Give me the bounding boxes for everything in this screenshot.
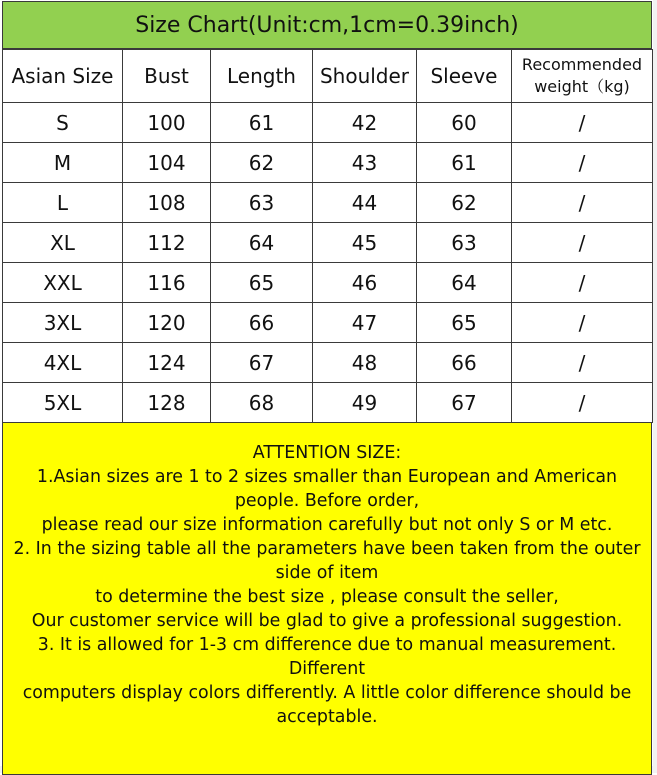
table-cell: 44: [313, 183, 417, 223]
table-cell: 116: [123, 263, 211, 303]
table-row: [3, 223, 653, 263]
notes-line: 3. It is allowed for 1-3 cm difference due to manual measurement. Different: [37, 635, 617, 679]
column-header: Bust: [123, 50, 211, 103]
table-row: [3, 263, 653, 303]
table-cell: 63: [211, 183, 313, 223]
table-cell: 108: [123, 183, 211, 223]
table-cell: /: [512, 183, 653, 223]
notes-line: 2. In the sizing table all the parameters have been taken from the outer side of item: [13, 539, 641, 583]
size-label-cell: 4XL: [3, 343, 123, 383]
size-table: [2, 49, 653, 423]
table-row: [3, 183, 653, 223]
notes-line: ATTENTION SIZE:: [252, 443, 402, 463]
size-chart-sheet: [2, 1, 652, 775]
table-cell: 61: [211, 103, 313, 143]
table-cell: 64: [417, 263, 512, 303]
table-cell: /: [512, 383, 653, 423]
table-header-row: [3, 50, 653, 103]
size-label-cell: S: [3, 103, 123, 143]
table-cell: 48: [313, 343, 417, 383]
table-cell: 66: [417, 343, 512, 383]
size-label-cell: 3XL: [3, 303, 123, 343]
table-body: [3, 103, 653, 423]
table-cell: 66: [211, 303, 313, 343]
table-cell: 63: [417, 223, 512, 263]
table-cell: 67: [211, 343, 313, 383]
column-header: Sleeve: [417, 50, 512, 103]
table-cell: 65: [417, 303, 512, 343]
table-cell: /: [512, 103, 653, 143]
table-cell: 65: [211, 263, 313, 303]
table-cell: 67: [417, 383, 512, 423]
table-cell: 128: [123, 383, 211, 423]
table-cell: 120: [123, 303, 211, 343]
table-row: [3, 383, 653, 423]
table-cell: 124: [123, 343, 211, 383]
table-cell: 62: [417, 183, 512, 223]
table-cell: 60: [417, 103, 512, 143]
table-cell: 42: [313, 103, 417, 143]
table-cell: 61: [417, 143, 512, 183]
table-cell: 62: [211, 143, 313, 183]
column-header: Asian Size: [3, 50, 123, 103]
size-label-cell: XXL: [3, 263, 123, 303]
notes-line: please read our size information carefully but not only S or M etc.: [41, 515, 613, 535]
table-cell: 49: [313, 383, 417, 423]
table-cell: 100: [123, 103, 211, 143]
table-cell: /: [512, 343, 653, 383]
size-label-cell: XL: [3, 223, 123, 263]
table-cell: /: [512, 143, 653, 183]
attention-notes: [2, 423, 652, 775]
sheet-right-gutter: [653, 0, 657, 773]
notes-line: Our customer service will be glad to give a professional suggestion.: [31, 611, 623, 631]
size-label-cell: 5XL: [3, 383, 123, 423]
notes-line: to determine the best size , please consult the seller,: [95, 587, 559, 607]
column-header: Recommended weight（kg): [512, 50, 653, 103]
table-cell: /: [512, 223, 653, 263]
table-cell: 47: [313, 303, 417, 343]
size-label-cell: L: [3, 183, 123, 223]
table-cell: 46: [313, 263, 417, 303]
table-cell: 43: [313, 143, 417, 183]
size-label-cell: M: [3, 143, 123, 183]
table-cell: 45: [313, 223, 417, 263]
table-row: [3, 143, 653, 183]
notes-line: 1.Asian sizes are 1 to 2 sizes smaller than European and American people. Before order,: [36, 467, 618, 511]
table-cell: /: [512, 303, 653, 343]
table-cell: /: [512, 263, 653, 303]
table-cell: 112: [123, 223, 211, 263]
column-header: Length: [211, 50, 313, 103]
table-row: [3, 343, 653, 383]
table-cell: 64: [211, 223, 313, 263]
column-header: Shoulder: [313, 50, 417, 103]
chart-title: Size Chart(Unit:cm,1cm=0.39inch): [2, 1, 652, 49]
table-row: [3, 103, 653, 143]
table-cell: 104: [123, 143, 211, 183]
notes-line: computers display colors differently. A little color difference should be acceptable.: [22, 683, 632, 727]
table-cell: 68: [211, 383, 313, 423]
table-row: [3, 303, 653, 343]
